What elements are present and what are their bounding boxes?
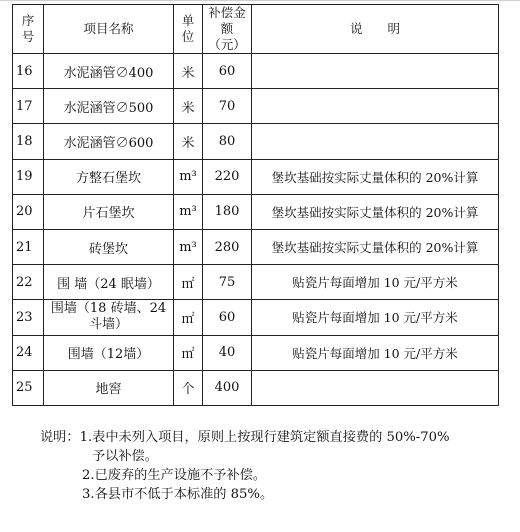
note-1-text: 1.表中未列入项目，原则上按现行建筑定额直接费的 50%-70% (79, 430, 450, 445)
table-row (13, 89, 499, 124)
cell-note (252, 89, 499, 124)
cell-amount: 60 (203, 54, 252, 89)
cell-amount: 400 (203, 370, 252, 405)
note-line-3 (40, 485, 510, 504)
cell-no: 20 (13, 194, 44, 229)
header-unit: 单 位 (174, 5, 203, 54)
table-header-row (13, 5, 499, 54)
table-row (13, 265, 499, 300)
cell-no: 23 (13, 300, 44, 335)
cell-amount: 80 (203, 124, 252, 159)
cell-no: 19 (13, 159, 44, 194)
cell-name: 水泥涵管∅600 (44, 124, 174, 159)
note-3-text: 3.各县市不低于本标准的 85%。 (82, 487, 274, 502)
cell-unit: m³ (174, 194, 203, 229)
header-no: 序 号 (13, 5, 44, 54)
cell-amount: 75 (203, 265, 252, 300)
table-row (13, 370, 499, 405)
cell-note: 贴瓷片每面增加 10 元/平方米 (252, 300, 499, 335)
table-row (13, 300, 499, 335)
cell-note: 贴瓷片每面增加 10 元/平方米 (252, 335, 499, 370)
cell-name: 水泥涵管∅500 (44, 89, 174, 124)
cell-amount: 280 (203, 229, 252, 264)
cell-amount: 70 (203, 89, 252, 124)
note-line-2 (40, 466, 510, 485)
page-top-rule (0, 0, 520, 1)
notes-section (40, 428, 510, 504)
note-2-text: 2.已废弃的生产设施不予补偿。 (82, 468, 267, 483)
cell-unit: ㎡ (174, 300, 203, 335)
header-name: 项目名称 (44, 5, 174, 54)
cell-no: 17 (13, 89, 44, 124)
cell-note: 堡坎基础按实际丈量体积的 20%计算 (252, 159, 499, 194)
cell-note: 堡坎基础按实际丈量体积的 20%计算 (252, 194, 499, 229)
cell-name: 片石堡坎 (44, 194, 174, 229)
table-row (13, 159, 499, 194)
cell-note (252, 124, 499, 159)
cell-no: 21 (13, 229, 44, 264)
cell-unit: ㎡ (174, 335, 203, 370)
cell-unit: 米 (174, 54, 203, 89)
cell-note (252, 370, 499, 405)
cell-note (252, 54, 499, 89)
cell-amount: 220 (203, 159, 252, 194)
cell-note: 贴瓷片每面增加 10 元/平方米 (252, 265, 499, 300)
compensation-table (12, 4, 499, 406)
table-row (13, 124, 499, 159)
cell-no: 24 (13, 335, 44, 370)
cell-unit: 米 (174, 89, 203, 124)
note-line-1 (40, 428, 510, 447)
cell-unit: ㎡ (174, 265, 203, 300)
cell-amount: 180 (203, 194, 252, 229)
table-row (13, 335, 499, 370)
cell-name: 围墙（18 砖墙、24 斗墙） (44, 300, 174, 335)
header-amount: 补偿金 额（元） (203, 5, 252, 54)
cell-name: 方整石堡坎 (44, 159, 174, 194)
table-row (13, 194, 499, 229)
header-note: 说 明 (252, 5, 499, 54)
cell-note: 堡坎基础按实际丈量体积的 20%计算 (252, 229, 499, 264)
cell-no: 25 (13, 370, 44, 405)
cell-name: 水泥涵管∅400 (44, 54, 174, 89)
cell-name: 地窖 (44, 370, 174, 405)
cell-no: 22 (13, 265, 44, 300)
note-1-continued-text: 予以补偿。 (92, 449, 158, 464)
table-row (13, 229, 499, 264)
notes-label: 说明： (40, 430, 80, 445)
cell-name: 围 墙（24 眠墙） (44, 265, 174, 300)
cell-name: 围墙（12墙） (44, 335, 174, 370)
cell-amount: 60 (203, 300, 252, 335)
cell-unit: 米 (174, 124, 203, 159)
table-row (13, 54, 499, 89)
cell-unit: 个 (174, 370, 203, 405)
cell-no: 16 (13, 54, 44, 89)
cell-amount: 40 (203, 335, 252, 370)
cell-unit: m³ (174, 159, 203, 194)
note-line-1-continued (40, 447, 510, 466)
cell-unit: m³ (174, 229, 203, 264)
cell-no: 18 (13, 124, 44, 159)
cell-name: 砖堡坎 (44, 229, 174, 264)
